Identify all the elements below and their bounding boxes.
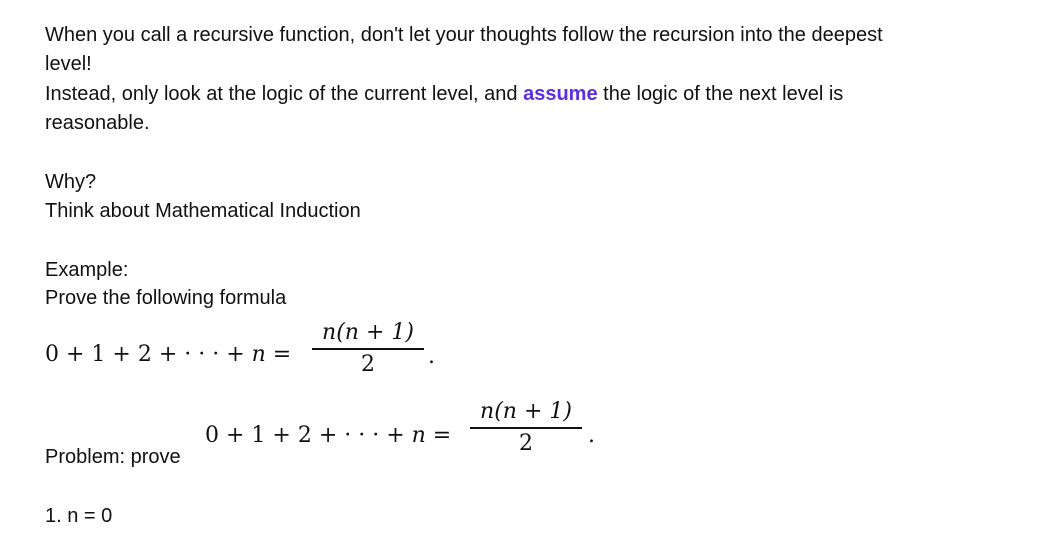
intro-line-3 — [45, 80, 843, 108]
formula-1-denominator: 2 — [361, 351, 375, 377]
formula-2-fraction — [470, 399, 582, 456]
formula-2-fraction-bar — [470, 427, 582, 429]
formula-1-fraction-bar — [312, 348, 424, 350]
formula-1-lhs — [45, 342, 291, 367]
formula-2-lhs-var: n — [411, 423, 426, 448]
formula-2-lhs-sum: 0 + 1 + 2 + · · · + — [205, 423, 412, 448]
formula-2-lhs — [205, 423, 451, 448]
formula-2-denominator: 2 — [519, 430, 533, 456]
formula-2-equals: = — [425, 423, 452, 448]
formula-1-numerator: n(n + 1) — [322, 320, 414, 345]
intro-line-1: When you call a recursive function, don't let your thoughts follow the recursion into the deepest — [45, 24, 883, 46]
formula-1-fraction — [312, 320, 424, 377]
formula-2-numerator: n(n + 1) — [480, 399, 572, 424]
why-question: Why? — [45, 171, 97, 193]
why-answer: Think about Mathematical Induction — [45, 200, 361, 222]
example-instruction: Prove the following formula — [45, 287, 287, 309]
problem-label: Problem: prove — [45, 446, 181, 468]
formula-1-lhs-var: n — [251, 342, 266, 367]
formula-1-lhs-sum: 0 + 1 + 2 + · · · + — [45, 342, 252, 367]
step-1: 1. n = 0 — [45, 505, 113, 527]
intro-line-3-end: the logic of the next level is — [597, 83, 844, 105]
assume-emphasis: assume — [523, 83, 598, 105]
formula-1-period: . — [428, 344, 435, 369]
example-label: Example: — [45, 259, 129, 281]
formula-1-equals: = — [265, 342, 292, 367]
intro-line-2: level! — [45, 53, 92, 75]
formula-2-period: . — [588, 423, 595, 448]
intro-line-3-start: Instead, only look at the logic of the current level, and — [45, 83, 524, 105]
intro-line-4: reasonable. — [45, 112, 150, 134]
